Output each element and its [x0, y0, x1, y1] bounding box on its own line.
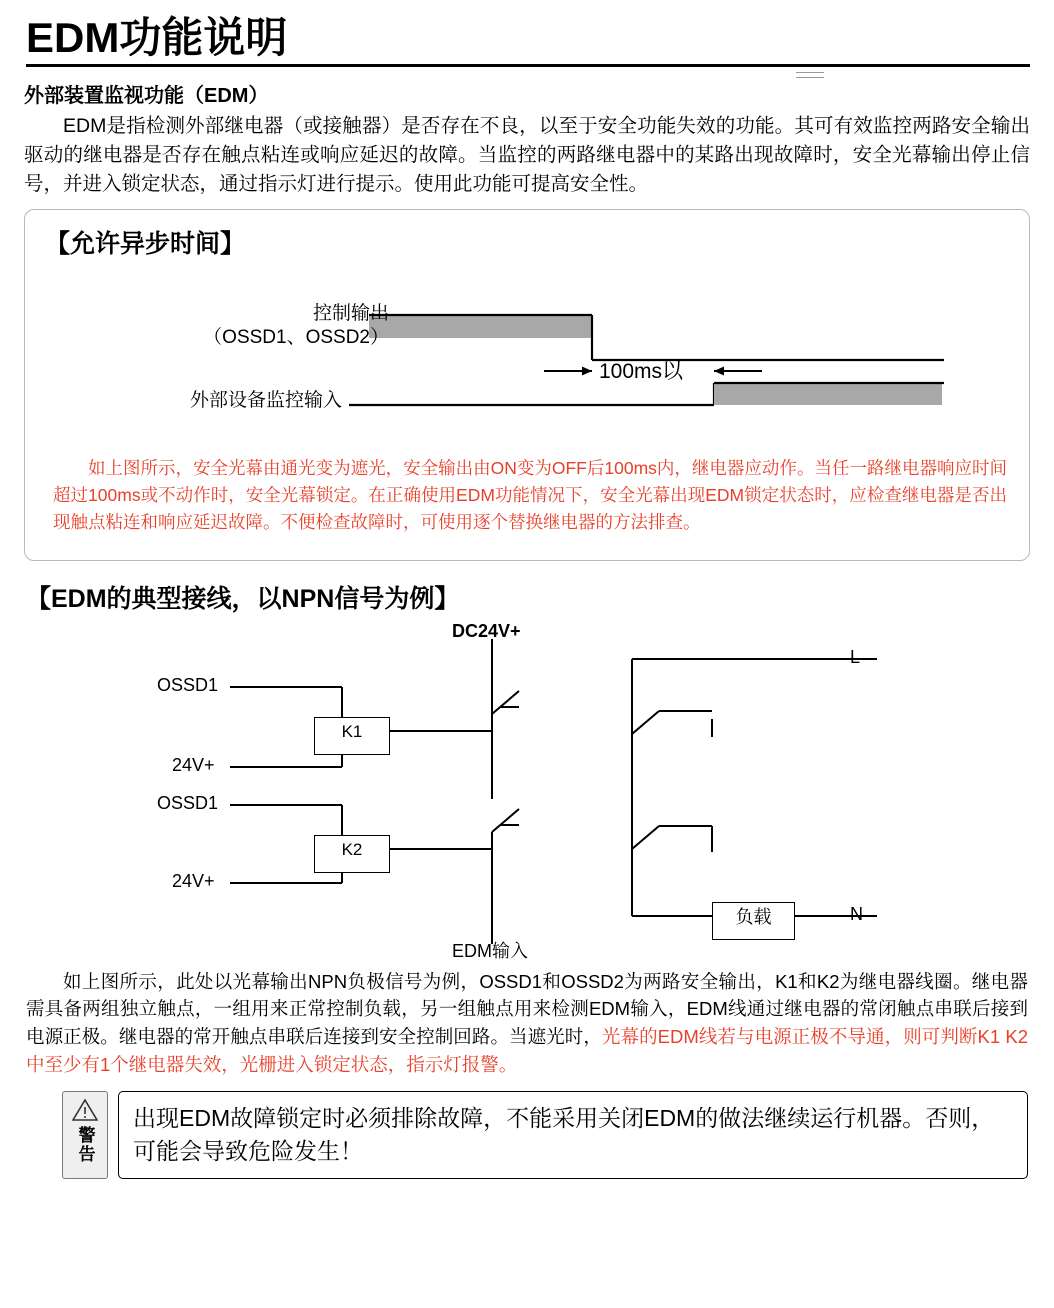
relay-k2-box: K2	[314, 835, 390, 873]
timing-panel	[24, 209, 1030, 561]
wiring-diagram-svg	[22, 619, 1030, 964]
label-24v-bottom: 24V+	[172, 870, 215, 891]
wiring-paragraph-black: 如上图所示，此处以光幕输出NPN负极信号为例，OSSD1和OSSD2为两路安全输出，K1和K2为继电器线圈。继电器需具备两组独立触点，一组用来正常控制负载，另一组触点用来检测EDM输入，EDM线通过继电器的常闭触点串联后接到电源正极。继电器的常开触点串联后连接到安全控制回路。当遮光时，	[26, 970, 1028, 1048]
timing-diagram	[39, 268, 1015, 453]
label-24v-top: 24V+	[172, 754, 215, 775]
label-edm-input-wiring: EDM输入	[452, 940, 528, 961]
wiring-diagram	[22, 619, 1032, 964]
wiring-paragraph-red: 光幕的EDM线若与电源正极不导通，则可判断K1 K2中至少有1个继电器失效，光栅进入锁定状态，指示灯报警。	[26, 1026, 1028, 1075]
label-control-output: 控制输出 （OSSD1、OSSD2）	[203, 302, 389, 349]
label-100ms: 100ms以	[599, 359, 684, 383]
label-line-n: N	[850, 903, 863, 924]
label-edm-input: 外部设备监控输入	[189, 389, 342, 411]
label-ossd1-top: OSSD1	[157, 674, 219, 695]
label-line-l: L	[850, 646, 861, 667]
wiring-section-title: 【EDM的典型接线，以NPN信号为例】	[26, 584, 460, 613]
label-dc24v: DC24V+	[452, 620, 521, 641]
edm-high-block	[714, 383, 942, 405]
ossd-high-block	[369, 316, 592, 338]
timing-panel-title: 【允许异步时间】	[45, 229, 246, 258]
section-paragraph-edm: EDM是指检测外部继电器（或接触器）是否存在不良，以至于安全功能失效的功能。其可有效监控两路安全输出驱动的继电器是否存在触点粘连或响应延迟的故障。当监控的两路继电器中的某路出现故障时，安全光幕输出停止信号，并进入锁定状态，通过指示灯进行提示。使用此功能可提高安全性。	[24, 115, 1030, 195]
timing-diagram-svg	[39, 268, 1024, 453]
warning-text: 出现EDM故障锁定时必须排除故障，不能采用关闭EDM的做法继续运行机器。否则，可能会导致危险发生！	[118, 1091, 1028, 1180]
section-heading-edm: 外部装置监视功能（EDM）	[24, 85, 269, 108]
warning-badge	[62, 1091, 108, 1180]
equals-decoration-icon	[796, 72, 824, 82]
title-divider	[26, 64, 1030, 67]
warning-triangle-icon	[72, 1098, 98, 1122]
relay-k1-box: K1	[314, 717, 390, 755]
load-box: 负载	[712, 902, 795, 940]
label-ossd1-bottom: OSSD1	[157, 792, 219, 813]
page-title: EDM功能说明	[26, 14, 288, 61]
timing-note: 如上图所示，安全光幕由通光变为遮光，安全输出由ON变为OFF后100ms内，继电器应动作。当任一路继电器响应时间超过100ms或不动作时，安全光幕锁定。在正确使用EDM功能情况下，安全光幕出现EDM锁定状态时，应检查继电器是否出现触点粘连和响应延迟故障。不便检查故障时，可使用逐个替换继电器的方法排查。	[53, 457, 1007, 532]
warning-block	[62, 1091, 1028, 1180]
warning-badge-label: 警告	[75, 1125, 95, 1164]
wiring-paragraph	[26, 968, 1028, 1079]
